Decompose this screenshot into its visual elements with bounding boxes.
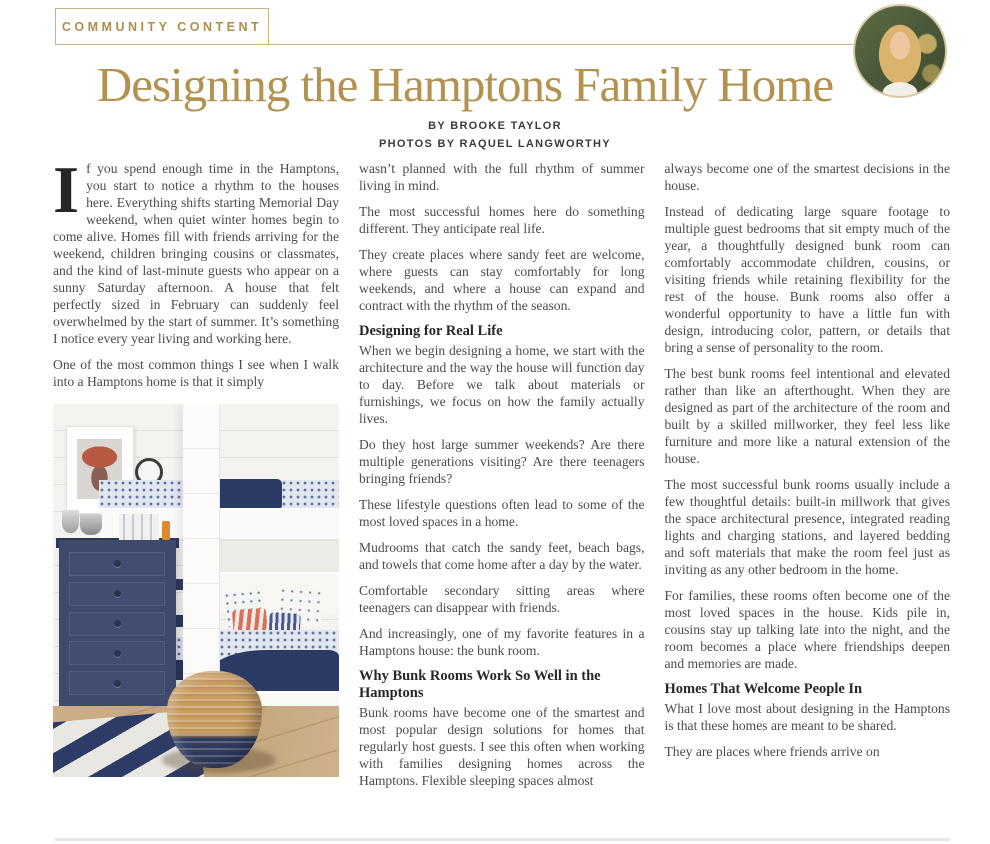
author-byline: BY BROOKE TAYLOR — [428, 120, 562, 132]
column-2 — [359, 160, 645, 798]
trophy-cup — [62, 510, 79, 532]
paragraph: And increasingly, one of my favorite features in a Hamptons house: the bunk room. — [359, 626, 645, 658]
paragraph — [53, 153, 339, 347]
section-heading: Homes That Welcome People In — [664, 681, 863, 697]
book-stack — [119, 514, 159, 540]
paragraph: These lifestyle questions often lead to some of the most loved spaces in a home. — [359, 497, 645, 529]
paragraph: Instead of dedicating large square footage to multiple guest bedrooms that sit empty much of the year, a thoughtfully designed bunk room can comfortably accommodate children, cousins, or visiting friends while retaining flexibility for the rest of the house. Bunk rooms also offer a wonderful opportunity to have a little fun with design, introducing color, pattern, or details that bring a sense of personality to the room. — [664, 204, 950, 355]
community-content-badge — [55, 8, 269, 45]
bunk-room-photo — [53, 404, 339, 777]
paragraph: The best bunk rooms feel intentional and elevated rather than like an afterthought. When they are designed as part of the architecture of the room and built by a skilled millworker, they feel less like furniture and more like a natural extension of the house. — [664, 366, 950, 466]
article-body — [53, 153, 950, 798]
community-content-badge-label: COMMUNITY CONTENT — [61, 19, 263, 34]
article-title: Designing the Hamptons Family Home — [96, 57, 834, 112]
dresser-drawer — [69, 552, 165, 576]
paragraph-text: f you spend enough time in the Hamptons, you start to notice a rhythm to the houses here. Everything shifts starting Memorial Day weekend, when quiet winter homes begin to come alive. Homes fill with friends arriving for the weekend, children bringing cousins or classmates, and the kind of last-minute guests who appear on a sunny Saturday afternoon. A house that felt perfectly sized in February can suddenly feel overwhelmed by the start of summer. It’s something I notice every year living and working here. — [53, 161, 339, 346]
dresser-drawer — [69, 582, 165, 606]
paragraph: One of the most common things I see when I walk into a Hamptons home is that it simply — [53, 357, 339, 389]
paragraph: They are places where friends arrive on — [664, 744, 880, 759]
column-1 — [53, 153, 339, 798]
dresser-drawer — [69, 671, 165, 695]
column-3 — [665, 160, 951, 798]
paragraph: They create places where sandy feet are welcome, where guests can stay comfortably for long weekends, and where a house can expand and contract with the rhythm of the season. — [359, 247, 645, 313]
navy-dresser — [59, 540, 176, 706]
page-bottom-divider — [55, 838, 950, 841]
dresser-drawer — [69, 641, 165, 665]
paragraph: When we begin designing a home, we start with the architecture and the way the house will function day to day. Before we talk about materials or furnishings, we focus on how the family actually lives. — [359, 343, 645, 426]
paragraph: What I love most about designing in the Hamptons is that these homes are meant to be shared. — [664, 701, 950, 733]
section-heading: Why Bunk Rooms Work So Well in the Hamptons — [359, 668, 601, 701]
paragraph: wasn’t planned with the full rhythm of summer living in mind. — [359, 161, 645, 193]
orange-figurine — [162, 521, 171, 540]
trophy-cup — [80, 514, 101, 535]
dresser-drawer — [69, 612, 165, 636]
jute-pouf — [167, 671, 261, 768]
paragraph: The most successful homes here do something different. They anticipate real life. — [359, 204, 645, 236]
drop-cap: I — [53, 153, 80, 227]
author-avatar — [853, 4, 947, 98]
paragraph: Comfortable secondary sitting areas where teenagers can disappear with friends. — [359, 583, 645, 615]
lower-bunk-recess — [219, 541, 339, 575]
section-heading: Designing for Real Life — [359, 323, 503, 339]
paragraph: The most successful bunk rooms usually include a few thoughtful details: built-in millwork that gives the space architectural presence, integrated reading lights and charging stations, and layered bedding and soft materials that make the room feel just as inviting as any other bedroom in the home. — [664, 477, 950, 577]
paragraph: always become one of the smartest decisions in the house. — [664, 161, 950, 193]
paragraph: Do they host large summer weekends? Are there multiple generations visiting? Are there teenagers bringing friends? — [359, 437, 645, 486]
paragraph: Mudrooms that catch the sandy feet, beach bags, and towels that come home after a day by the water. — [359, 540, 645, 572]
paragraph: For families, these rooms often become one of the most loved spaces in the house. Kids pile in, cousins stay up talking late into the night, and the room becomes a place where friendships deepen and memories are made. — [664, 588, 950, 671]
photo-credit: PHOTOS BY RAQUEL LANGWORTHY — [379, 138, 611, 150]
paragraph: Bunk rooms have become one of the smartest and most popular design solutions for homes that regularly host guests. I see this often when working with families designing homes across the Hamptons. Flexible sleeping spaces almost — [359, 705, 645, 788]
header-divider-rule — [55, 44, 900, 45]
